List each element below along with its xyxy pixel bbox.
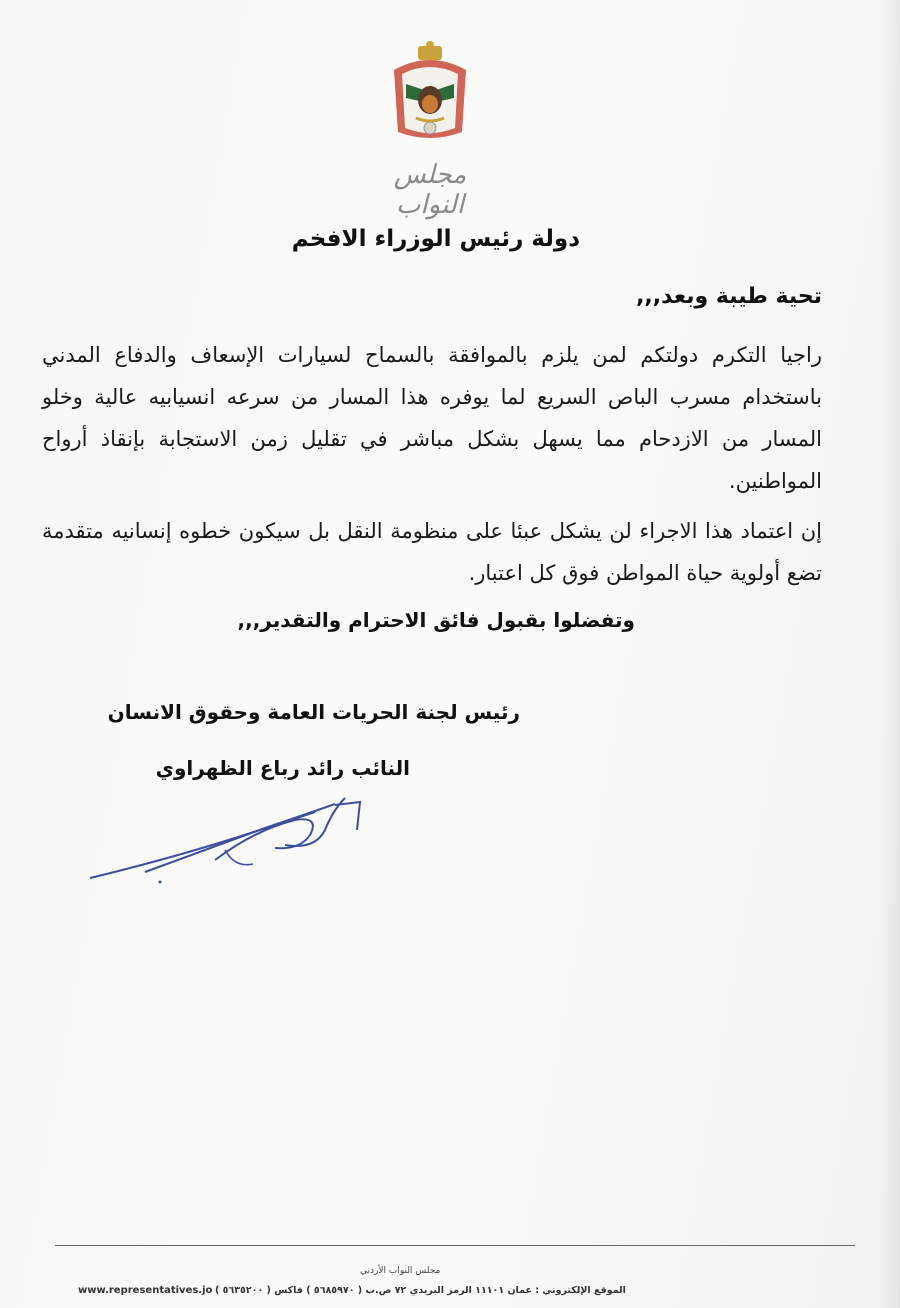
council-name-logotype: مجلس النواب [393, 160, 467, 220]
letter-greeting: تحية طيبة وبعد,,, [636, 284, 822, 309]
letter-closing: وتفضلوا بقبول فائق الاحترام والتقدير,,, [237, 608, 635, 632]
footer-divider [55, 1245, 855, 1246]
footer-website: www.representatives.jo [78, 1285, 213, 1296]
letter-paragraph-1: راجيا التكرم دولتكم لمن يلزم بالموافقة بالسماح لسيارات الإسعاف والدفاع المدني باستخدام مسرب الباص السريع لما يوفره هذا المسار من سرعه انسيابيه عالية وخلو المسار من الازدحام مما يسهل بشكل مباشر في تقليل زمن الاستجابة بإنقاذ أرواح المواطنين. [42, 343, 822, 493]
letter-paragraph-2: إن اعتماد هذا الاجراء لن يشكل عبئا على منظومة النقل بل سيكون خطوه إنسانيه متقدمة تضع أولوية حياة المواطن فوق كل اعتبار. [42, 519, 822, 585]
handwritten-signature [85, 790, 385, 900]
signatory-title: رئيس لجنة الحريات العامة وحقوق الانسان [107, 700, 520, 724]
footer-logo-text: مجلس النواب الأردني [360, 1266, 441, 1276]
letter-addressee: دولة رئيس الوزراء الافخم [291, 226, 580, 252]
coat-of-arms-icon [388, 40, 472, 146]
signatory-name: النائب رائد رباع الظهراوي [155, 756, 410, 780]
page-edge-shadow [882, 0, 900, 1308]
footer-address: الموقع الإلكتروني : عمان ١١١٠١ الرمز البريدي ٧٢ ص.ب ( ٥٦٨٥٩٧٠ ) فاكس ( ٥٦٣٥٢٠٠ ) [215, 1285, 626, 1296]
